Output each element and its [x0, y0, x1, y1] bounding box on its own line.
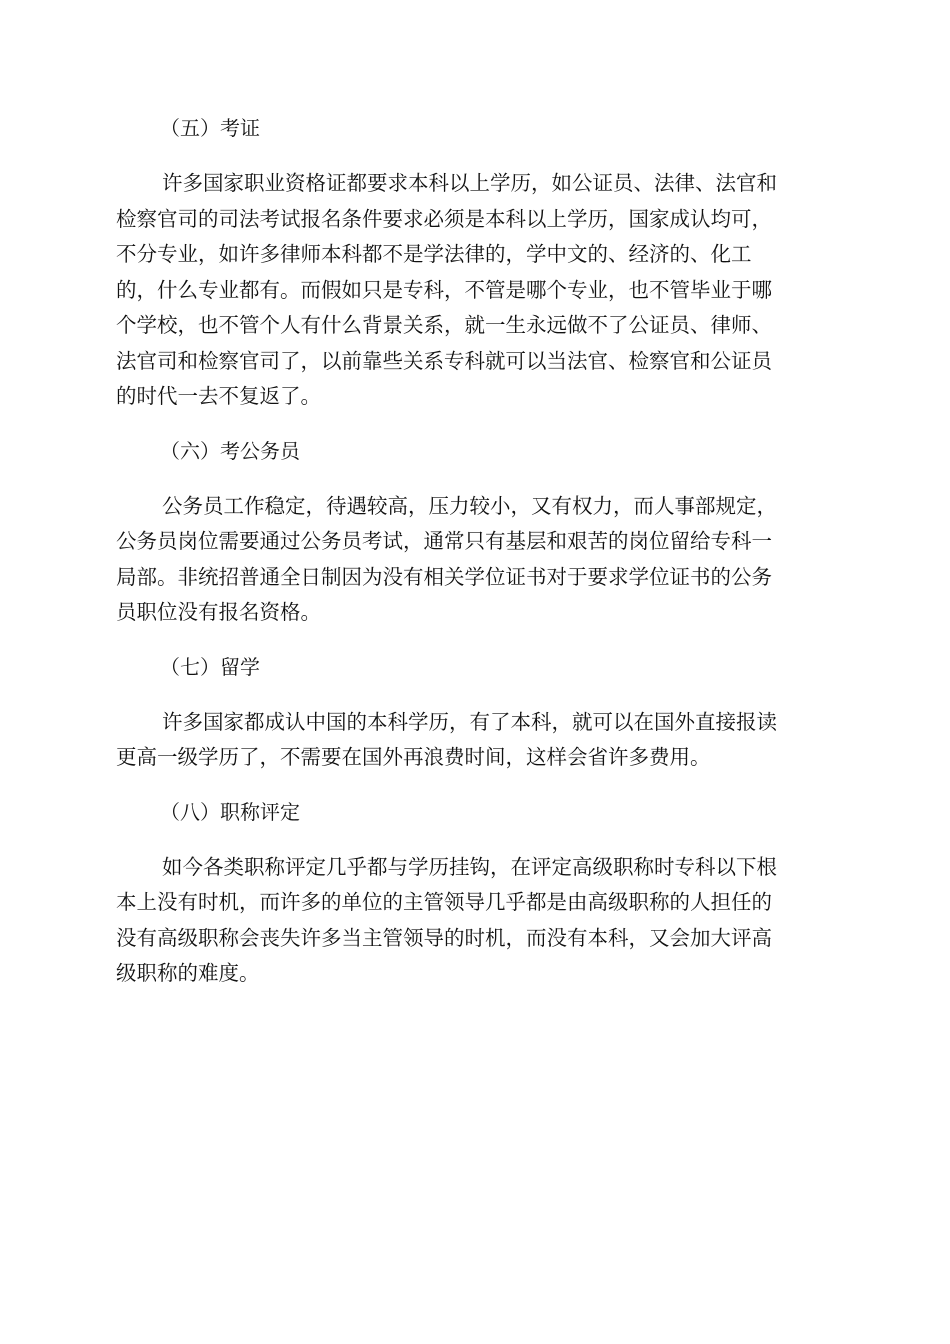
text-line: 许多国家都成认中国的本科学历，有了本科，就可以在国外直接报读: [162, 709, 777, 734]
document-page: [116, 110, 834, 1010]
text-line: 的时代一去不复返了。: [116, 384, 321, 408]
text-line: 没有高级职称会丧失许多当主管领导的时机，而没有本科，又会加大评高: [116, 925, 772, 950]
text-line: 个学校，也不管个人有什么背景关系，就一生永远做不了公证员、律师、: [116, 313, 772, 337]
section-heading: （六）考公务员: [160, 438, 300, 463]
text-line: 本上没有时机，而许多的单位的主管领导几乎都是由高级职称的人担任的: [116, 890, 772, 914]
text-line: 不分专业，如许多律师本科都不是学法律的，学中文的、经济的、化工: [116, 242, 752, 266]
section-heading: （八）职称评定: [160, 799, 300, 824]
paragraph: [116, 705, 834, 776]
text-line: 如今各类职称评定几乎都与学历挂钩，在评定高级职称时专科以下根: [162, 854, 777, 879]
section-heading: （七）留学: [160, 654, 260, 679]
text-line: 公务员岗位需要通过公务员考试，通常只有基层和艰苦的岗位留给专科一: [116, 529, 772, 553]
section-heading: （五）考证: [160, 116, 260, 140]
text-line: 级职称的难度。: [116, 961, 260, 985]
text-line: 法官司和检察官司了，以前靠些关系专科就可以当法官、检察官和公证员: [116, 348, 772, 373]
section-title-evaluation: [116, 794, 834, 992]
text-line: 的，什么专业都有。而假如只是专科，不管是哪个专业，也不管毕业于哪: [116, 277, 772, 302]
text-line: 许多国家职业资格证都要求本科以上学历，如公证员、法律、法官和: [162, 171, 777, 195]
section-study-abroad: [116, 649, 834, 776]
section-certification: [116, 110, 834, 415]
section-civil-servant: [116, 433, 834, 631]
paragraph: [116, 166, 834, 415]
text-line: 更高一级学历了，不需要在国外再浪费时间，这样会省许多费用。: [116, 745, 711, 769]
text-line: 公务员工作稳定，待遇较高，压力较小，又有权力，而人事部规定，: [162, 493, 777, 518]
text-line: 局部。非统招普通全日制因为没有相关学位证书对于要求学位证书的公务: [116, 564, 772, 589]
paragraph: [116, 850, 834, 992]
text-line: 检察官司的司法考试报名条件要求必须是本科以上学历，国家成认均可，: [116, 206, 772, 231]
paragraph: [116, 489, 834, 631]
text-line: 员职位没有报名资格。: [116, 600, 321, 624]
